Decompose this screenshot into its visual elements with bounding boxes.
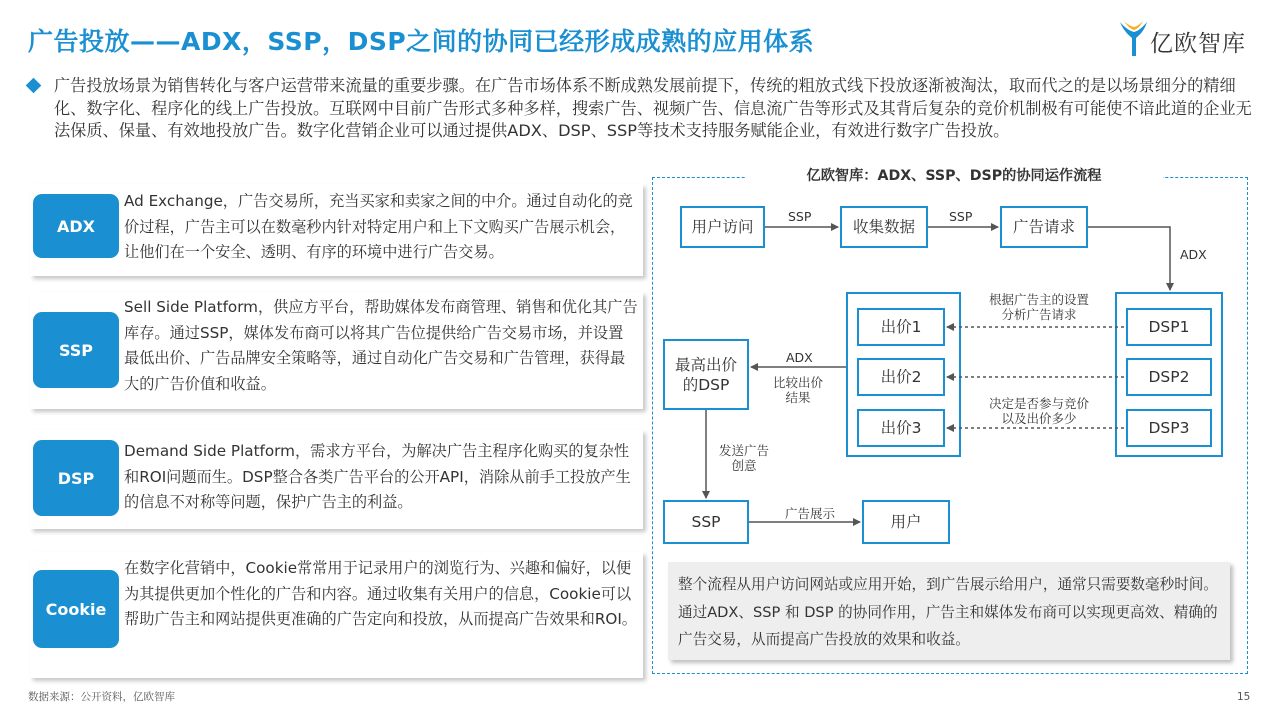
- label-ad-display: 广告展示: [785, 506, 836, 521]
- node-user-visit: 用户访问: [680, 206, 765, 248]
- badge-adx: ADX: [33, 194, 119, 258]
- card-adx-text: Ad Exchange，广告交易所，充当买家和卖家之间的中介。通过自动化的竞价过程，广告主可以在数毫秒内针对特定用户和上下文购买广告展示机会，让他们在一个安全、透明、有序的环境中进行广告交易。: [124, 192, 633, 262]
- node-dsp-1: DSP1: [1126, 308, 1212, 346]
- intro-paragraph: 广告投放场景为销售转化与客户运营带来流量的重要步骤。在广告市场体系不断成熟发展前提下，传统的粗放式线下投放逐渐被淘汰，取而代之的是以场景细分的精细化、数字化、程序化的线上广告投放。互联网中目前广告形式多种多样，搜索广告、视频广告、信息流广告等形式及其背后复杂的竞价机制极有可能使不谙此道的企业无法保质、保量、有效地投放广告。数字化营销企业可以通过提供ADX、DSP、SSP等技术支持服务赋能企业，有效进行数字广告投放。: [54, 76, 1252, 140]
- logo-text: 亿欧智库: [1150, 31, 1246, 57]
- label-ssp-2: SSP: [949, 209, 973, 224]
- data-source: 数据来源：公开资料，亿欧智库: [28, 691, 175, 703]
- badge-cookie: Cookie: [33, 570, 119, 648]
- page-number: 15: [1237, 691, 1251, 703]
- label-adx-down: ADX: [1180, 247, 1207, 262]
- node-dsp-2: DSP2: [1126, 358, 1212, 396]
- badge-dsp: DSP: [33, 440, 119, 516]
- node-user: 用户: [862, 500, 950, 544]
- label-compare: 比较出价结果: [772, 375, 823, 405]
- card-dsp-text: Demand Side Platform，需求方平台，为解决广告主程序化购买的复杂性和ROI问题而生。DSP整合各类广告平台的公开API，消除从前手工投放产生的信息不对称等问题，保护广告主的利益。: [124, 442, 631, 512]
- card-cookie-text: 在数字化营销中，Cookie常常用于记录用户的浏览行为、兴趣和偏好，以便为其提供更加个性化的广告和内容。通过收集有关用户的信息，Cookie可以帮助广告主和网站提供更准确的广告定向和投放，从而提高广告效果和ROI。: [124, 559, 637, 629]
- label-adx-left: ADX: [786, 350, 813, 365]
- page-title: 广告投放——ADX，SSP，DSP之间的协同已经形成成熟的应用体系: [28, 27, 815, 56]
- node-bid-2: 出价2: [857, 358, 945, 396]
- node-bid-3: 出价3: [857, 409, 945, 447]
- node-collect-data: 收集数据: [840, 206, 928, 248]
- label-send-creative: 发送广告创意: [718, 443, 769, 473]
- flow-summary: 整个流程从用户访问网站或应用开始，到广告展示给用户，通常只需要数毫秒时间。通过ADX、SSP 和 DSP 的协同作用，广告主和媒体发布商可以实现更高效、精确的广告交易，从而提高广告投放的效果和收益。: [668, 562, 1230, 660]
- card-ssp-text: Sell Side Platform，供应方平台，帮助媒体发布商管理、销售和优化其广告库存。通过SSP，媒体发布商可以将其广告位提供给广告交易市场，并设置最低出价、广告品牌安全策略等，通过自动化广告交易和广告管理，获得最大的广告价值和收益。: [124, 298, 638, 393]
- arrow-request-to-dsp: [1088, 227, 1170, 290]
- node-ad-request: 广告请求: [1000, 206, 1088, 248]
- node-ssp: SSP: [663, 500, 749, 544]
- label-analyze: 根据广告主的设置分析广告请求: [988, 292, 1089, 322]
- node-dsp-3: DSP3: [1126, 409, 1212, 447]
- badge-ssp: SSP: [33, 312, 119, 388]
- node-bid-1: 出价1: [857, 308, 945, 346]
- flow-title: 亿欧智库：ADX、SSP、DSP的协同运作流程: [745, 163, 1163, 189]
- label-decide: 决定是否参与竞价以及出价多少: [988, 396, 1089, 426]
- node-highest-bid-dsp: 最高出价的DSP: [663, 339, 749, 410]
- label-ssp-1: SSP: [788, 209, 812, 224]
